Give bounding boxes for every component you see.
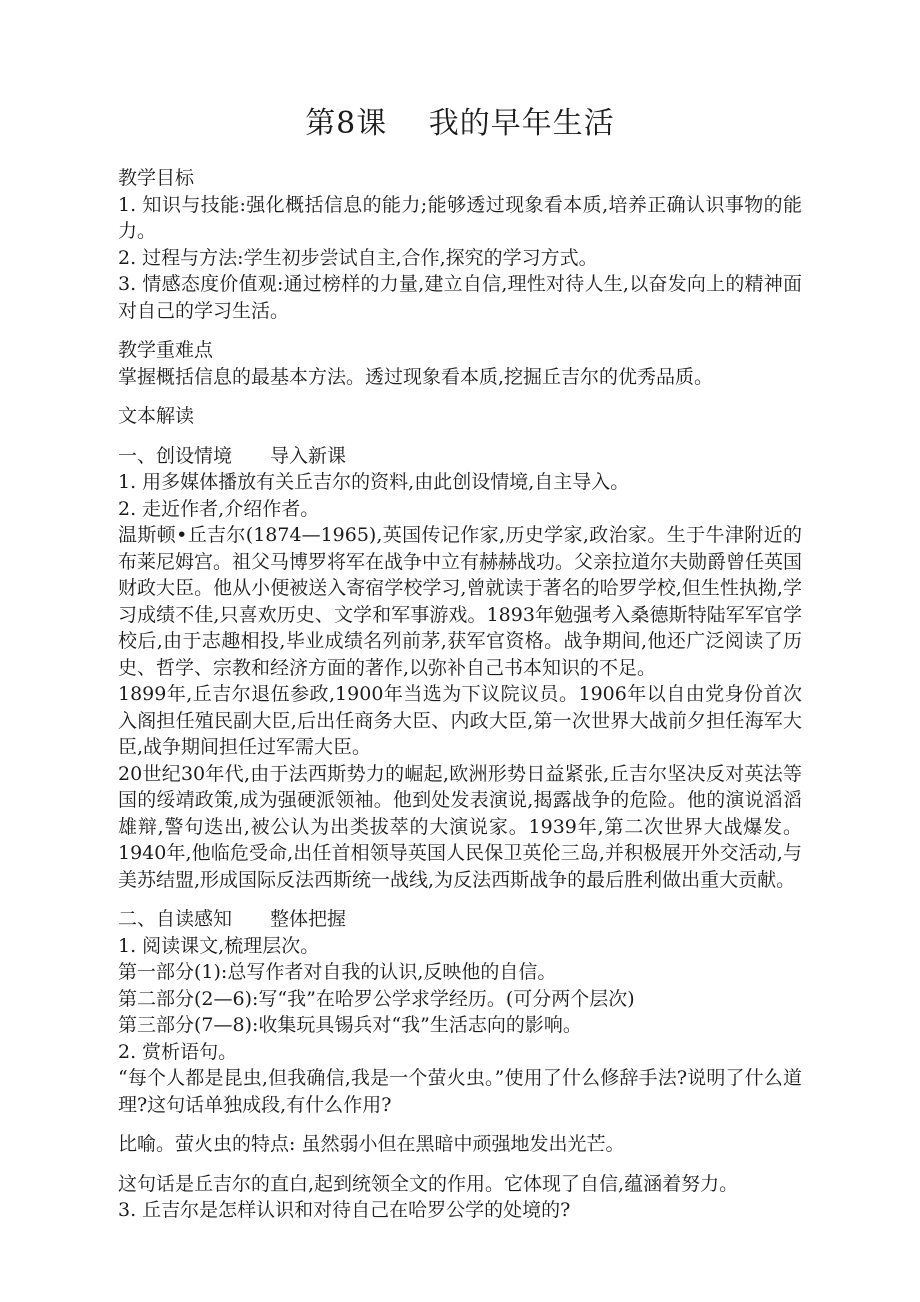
lead-in-step-2: 2. 走近作者,介绍作者。 bbox=[118, 497, 320, 520]
lead-in-step-1: 1. 用多媒体播放有关丘吉尔的资料,由此创设情境,自主导入。 bbox=[118, 471, 630, 493]
objective-knowledge-skills: 1. 知识与技能:强化概括信息的能力;能够透过现象看本质,培养正确认识事物的能力。 bbox=[118, 193, 802, 242]
heading-teaching-objectives: 教学目标 bbox=[118, 167, 195, 189]
reading-step-1: 1. 阅读课文,梳理层次。 bbox=[118, 934, 320, 957]
reading-step-2: 2. 赏析语句。 bbox=[118, 1040, 238, 1063]
sentence-analysis-answer-2: 这句话是丘吉尔的直白,起到统领全文的作用。它体现了自信,蕴涵着努力。 bbox=[118, 1172, 739, 1195]
part-three-summary: 第三部分(7—8):收集玩具锡兵对“我”生活志向的影响。 bbox=[118, 1014, 582, 1036]
reading-step-3-question: 3. 丘吉尔是怎样认识和对待自己在哈罗公学的处境的? bbox=[118, 1199, 571, 1221]
objective-emotion-values: 3. 情感态度价值观:通过榜样的力量,建立自信,理性对待人生,以奋发向上的精神面对自己的学习生活。 bbox=[118, 273, 802, 322]
sentence-analysis-answer-1: 比喻。萤火虫的特点: 虽然弱小但在黑暗中顽强地发出光芒。 bbox=[118, 1133, 625, 1155]
document-title: 第8课 我的早年生活 bbox=[305, 106, 615, 141]
author-bio-paragraph-3: 20世纪30年代,由于法西斯势力的崛起,欧洲形势日益紧张,丘吉尔坚决反对英法等国的绥靖政策,成为强硬派领袖。他到处发表演说,揭露战争的危险。他的演说滔滔雄辩,警句迭出,被公认为出类拔萃的大演说家。1939年,第二次世界大战爆发。1940年,他临危受命,出任首相领导英国人民保卫英伦三岛,并积极展开外交活动,与美苏结盟,形成国际反法西斯统一战线,为反法西斯战争的最后胜利做出重大贡献。 bbox=[118, 762, 802, 891]
key-difficulties-text: 掌握概括信息的最基本方法。透过现象看本质,挖掘丘吉尔的优秀品质。 bbox=[118, 365, 714, 388]
heading-text-interpretation: 文本解读 bbox=[118, 405, 195, 427]
part-two-summary: 第二部分(2—6):写“我”在哈罗公学求学经历。(可分两个层次) bbox=[118, 987, 635, 1010]
author-bio-paragraph-1: 温斯顿•丘吉尔(1874—1965),英国传记作家,历史学家,政治家。生于牛津附近的布莱尼姆宫。祖父马博罗将军在战争中立有赫赫战功。父亲拉道尔夫勋爵曾任英国财政大臣。他从小便被送入寄宿学校学习,曾就读于著名的哈罗学校,但生性执拗,学习成绩不佳,只喜欢历史、文学和军事游戏。1893年勉强考入桑德斯特陆军军官学校后,由于志趣相投,毕业成绩名列前茅,获军官资格。战争期间,他还广泛阅读了历史、哲学、宗教和经济方面的著作,以弥补自己书本知识的不足。 bbox=[118, 524, 803, 679]
part-one-summary: 第一部分(1):总写作者对自我的认识,反映他的自信。 bbox=[118, 961, 557, 983]
heading-section-one-lead-in: 一、创设情境 导入新课 bbox=[118, 444, 347, 467]
heading-key-difficulties: 教学重难点 bbox=[118, 339, 214, 361]
sentence-analysis-question: “每个人都是昆虫,但我确信,我是一个萤火虫。”使用了什么修辞手法?说明了什么道理?这句话单独成段,有什么作用? bbox=[118, 1067, 802, 1116]
objective-process-method: 2. 过程与方法:学生初步尝试自主,合作,探究的学习方式。 bbox=[118, 246, 598, 269]
author-bio-paragraph-2: 1899年,丘吉尔退伍参政,1900年当选为下议院议员。1906年以自由党身份首次入阁担任殖民副大臣,后出任商务大臣、内政大臣,第一次世界大战前夕担任海军大臣,战争期间担任过军需大臣。 bbox=[118, 683, 802, 758]
heading-section-two-reading: 二、自读感知 整体把握 bbox=[118, 908, 347, 930]
